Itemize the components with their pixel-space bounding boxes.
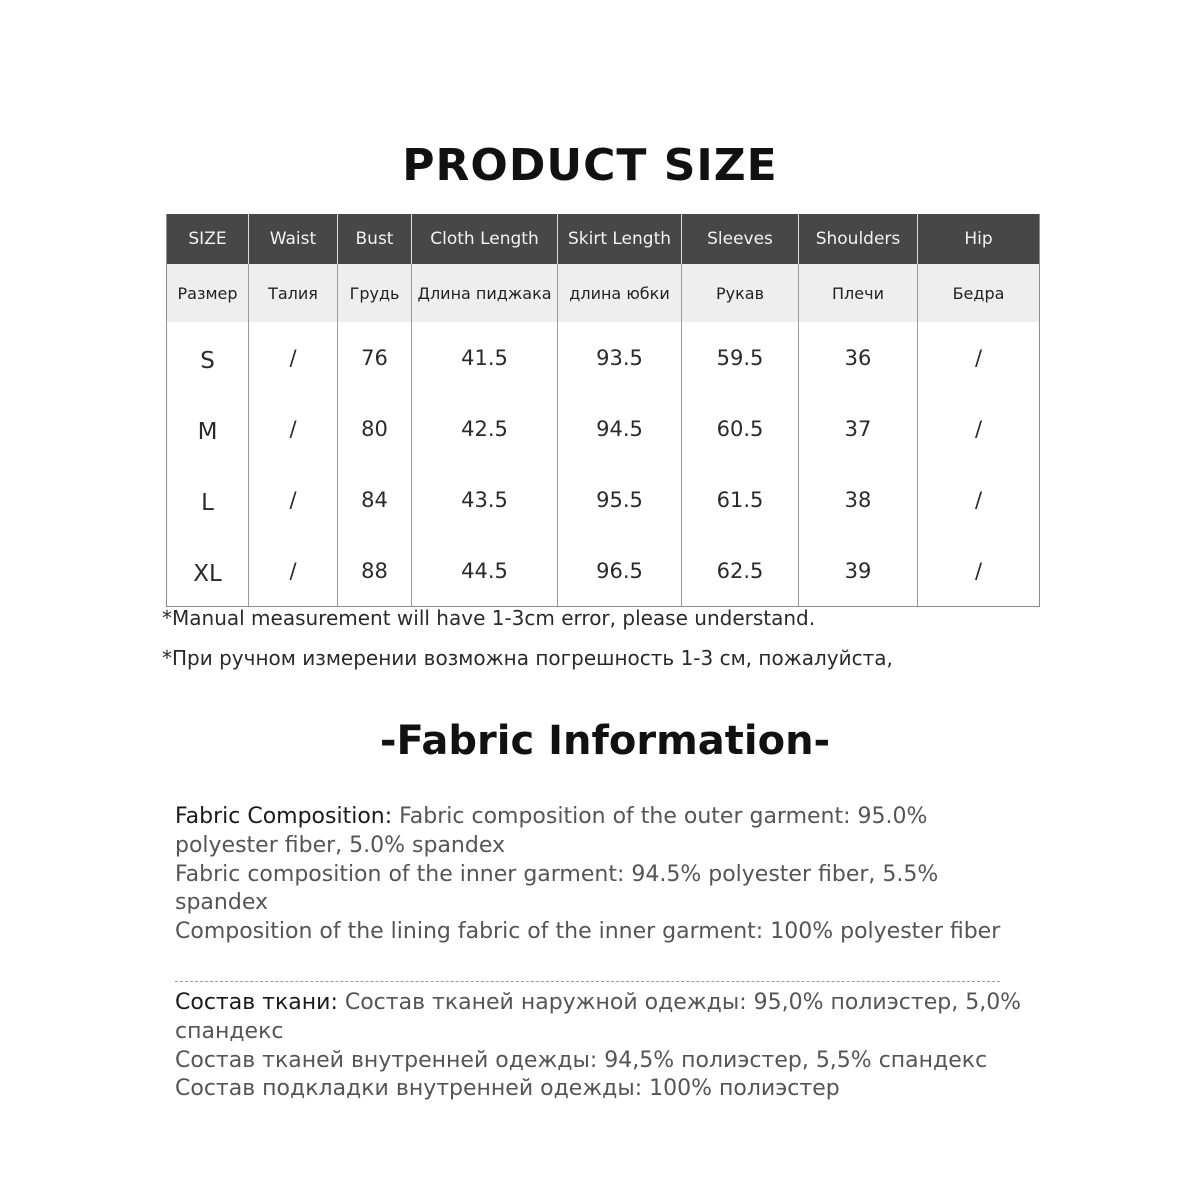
table-cell: 43.5	[412, 464, 558, 535]
fabric-outer-text: Fabric composition of the outer garment: 95.0% polyester fiber, 5.0% spandex	[175, 804, 928, 858]
column-header-cloth-length: Cloth Length	[412, 214, 558, 264]
measurement-note-english: *Manual measurement will have 1-3cm error, please understand.	[162, 606, 816, 630]
column-header-ru-size: Размер	[167, 264, 249, 322]
table-cell-size: XL	[167, 535, 249, 607]
table-cell: 60.5	[682, 393, 799, 464]
table-cell: /	[249, 535, 338, 607]
column-header-sleeves: Sleeves	[682, 214, 799, 264]
table-cell: 84	[338, 464, 412, 535]
table-cell: 41.5	[412, 322, 558, 393]
table-cell: 62.5	[682, 535, 799, 607]
table-cell: 42.5	[412, 393, 558, 464]
page-title: PRODUCT SIZE	[402, 140, 778, 191]
fabric-composition-label-ru: Состав ткани:	[175, 990, 338, 1015]
table-cell: 94.5	[558, 393, 682, 464]
fabric-line	[175, 803, 1035, 861]
table-cell: 80	[338, 393, 412, 464]
table-row	[167, 322, 1040, 393]
column-header-bust: Bust	[338, 214, 412, 264]
header-row-english	[167, 214, 1040, 264]
table-cell: 37	[799, 393, 918, 464]
table-cell: /	[918, 393, 1040, 464]
column-header-waist: Waist	[249, 214, 338, 264]
table-cell: /	[249, 393, 338, 464]
column-header-ru-cloth-length: Длина пиджака	[412, 264, 558, 322]
table-row	[167, 393, 1040, 464]
column-header-ru-waist: Талия	[249, 264, 338, 322]
table-cell: 36	[799, 322, 918, 393]
table-cell-size: L	[167, 464, 249, 535]
table-cell: 95.5	[558, 464, 682, 535]
fabric-line	[175, 989, 1035, 1047]
dashed-divider	[175, 981, 1000, 982]
column-header-hip: Hip	[918, 214, 1040, 264]
fabric-inner-text-ru: Состав тканей внутренней одежды: 94,5% полиэстер, 5,5% спандекс	[175, 1047, 988, 1073]
table-cell: 61.5	[682, 464, 799, 535]
fabric-outer-text-ru: Состав тканей наружной одежды: 95,0% полиэстер, 5,0% спандекс	[175, 990, 1022, 1044]
table-cell: /	[918, 464, 1040, 535]
fabric-section-title: -Fabric Information-	[379, 718, 831, 764]
fabric-inner-text: Fabric composition of the inner garment: 94.5% polyester fiber, 5.5% spandex	[175, 861, 939, 916]
table-cell: 96.5	[558, 535, 682, 607]
fabric-composition-english	[175, 803, 1035, 947]
column-header-ru-skirt-length: длина юбки	[558, 264, 682, 322]
table-cell: /	[918, 322, 1040, 393]
fabric-composition-russian	[175, 989, 1035, 1104]
column-header-ru-hip: Бедра	[918, 264, 1040, 322]
column-header-ru-bust: Грудь	[338, 264, 412, 322]
column-header-size: SIZE	[167, 214, 249, 264]
table-cell: 44.5	[412, 535, 558, 607]
table-cell: /	[249, 322, 338, 393]
table-cell: 38	[799, 464, 918, 535]
column-header-skirt-length: Skirt Length	[558, 214, 682, 264]
table-cell-size: M	[167, 393, 249, 464]
fabric-composition-label: Fabric Composition:	[175, 804, 393, 829]
column-header-shoulders: Shoulders	[799, 214, 918, 264]
table-cell: 76	[338, 322, 412, 393]
fabric-lining-text-ru: Состав подкладки внутренней одежды: 100% полиэстер	[175, 1076, 840, 1102]
size-table	[166, 214, 1040, 607]
column-header-ru-shoulders: Плечи	[799, 264, 918, 322]
table-cell: 88	[338, 535, 412, 607]
table-cell: 59.5	[682, 322, 799, 393]
table-cell: 39	[799, 535, 918, 607]
table-row	[167, 535, 1040, 607]
table-cell: /	[918, 535, 1040, 607]
table-row	[167, 464, 1040, 535]
table-cell: 93.5	[558, 322, 682, 393]
table-cell-size: S	[167, 322, 249, 393]
column-header-ru-sleeves: Рукав	[682, 264, 799, 322]
measurement-note-russian: *При ручном измерении возможна погрешность 1-3 см, пожалуйста,	[162, 646, 893, 670]
fabric-lining-text: Composition of the lining fabric of the inner garment: 100% polyester fiber	[175, 919, 1001, 945]
header-row-russian	[167, 264, 1040, 322]
table-cell: /	[249, 464, 338, 535]
